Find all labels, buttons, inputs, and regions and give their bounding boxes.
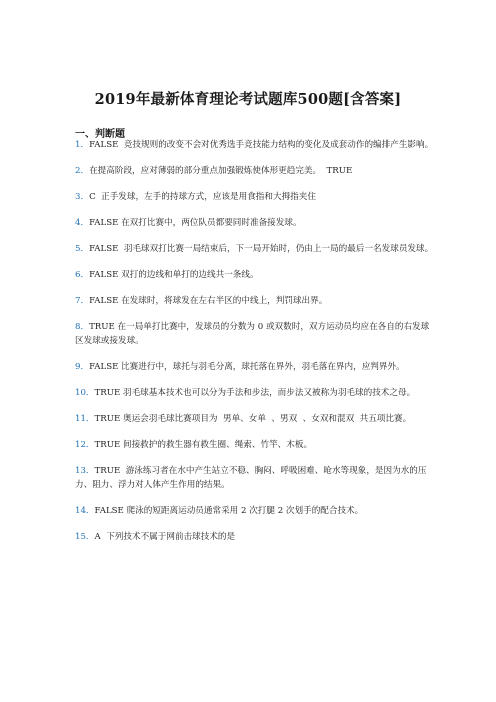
question-item xyxy=(75,294,435,308)
question-number: 11． xyxy=(75,414,95,424)
question-text: A 下列技术不属于网前击球技术的是 xyxy=(94,532,236,542)
question-item xyxy=(75,464,435,492)
question-number: 6． xyxy=(75,270,90,280)
question-text: FALSE 比赛进行中，球托与羽毛分离，球托落在界外，羽毛落在界内，应判界外。 xyxy=(89,362,405,372)
question-number: 4． xyxy=(75,218,90,228)
question-number: 13． xyxy=(75,466,95,476)
question-text: TRUE 间接救护的救生器有救生圈、绳索、竹竿、木板。 xyxy=(94,440,313,450)
question-number: 1． xyxy=(75,140,90,150)
section-heading: 一、判断题 xyxy=(75,129,125,140)
question-text: 在提高阶段，应对薄弱的部分重点加强锻炼使体形更趋完美。 TRUE xyxy=(89,166,353,176)
question-text: C 正手发球，左手的持球方式，应该是用食指和大拇指夹住 xyxy=(89,192,316,202)
question-item xyxy=(75,138,435,152)
question-number: 7． xyxy=(75,296,90,306)
document-title: 2019年最新体育理论考试题库500题[含答案] xyxy=(94,91,402,108)
question-text: FALSE 在发球时，将球发在左右半区的中线上，判罚球出界。 xyxy=(89,296,328,306)
question-text: FALSE 在双打比赛中，两位队员都要同时准备接发球。 xyxy=(89,218,302,228)
question-text: FALSE 爬泳的短距离运动员通常采用 2 次打腿 2 次划手的配合技术。 xyxy=(94,506,364,516)
question-item xyxy=(75,190,435,204)
question-list xyxy=(75,138,435,556)
question-number: 3． xyxy=(75,192,90,202)
question-item xyxy=(75,412,435,426)
question-text: FALSE 竞技规则的改变不会对优秀选手竞技能力结构的变化及成套动作的编排产生影响。 xyxy=(89,140,434,150)
question-number: 2． xyxy=(75,166,90,176)
question-item xyxy=(75,530,435,544)
question-item xyxy=(75,386,435,400)
question-number: 8． xyxy=(75,322,90,332)
question-item xyxy=(75,242,435,256)
question-item xyxy=(75,438,435,452)
question-number: 12． xyxy=(75,440,95,450)
question-item xyxy=(75,320,435,348)
question-number: 5． xyxy=(75,244,90,254)
question-text: FALSE 双打的边线和单打的边线共一条线。 xyxy=(89,270,259,280)
question-number: 14． xyxy=(75,506,95,516)
question-item xyxy=(75,216,435,230)
question-text: TRUE 奥运会羽毛球比赛项目为 男单、女单 、男双 、女双和混双 共五项比赛。 xyxy=(94,414,412,424)
question-item xyxy=(75,268,435,282)
question-item xyxy=(75,360,435,374)
question-number: 9． xyxy=(75,362,90,372)
question-item xyxy=(75,164,435,178)
question-text: TRUE 在一局单打比赛中，发球员的分数为 0 或双数时，双方运动员均应在各自的右发球区发球或接发球。 xyxy=(75,322,430,346)
question-number: 15． xyxy=(75,532,95,542)
question-text: TRUE 羽毛球基本技术也可以分为手法和步法，而步法又被称为羽毛球的技术之母。 xyxy=(94,388,416,398)
question-text: FALSE 羽毛球双打比赛一局结束后，下一局开始时，仍由上一局的最后一名发球员发球。 xyxy=(89,244,434,254)
question-item xyxy=(75,504,435,518)
question-number: 10． xyxy=(75,388,95,398)
question-text: TRUE 游泳练习者在水中产生站立不稳、胸闷、呼吸困难、呛水等现象，是因为水的压力、阻力、浮力对人体产生作用的结果。 xyxy=(75,466,427,490)
